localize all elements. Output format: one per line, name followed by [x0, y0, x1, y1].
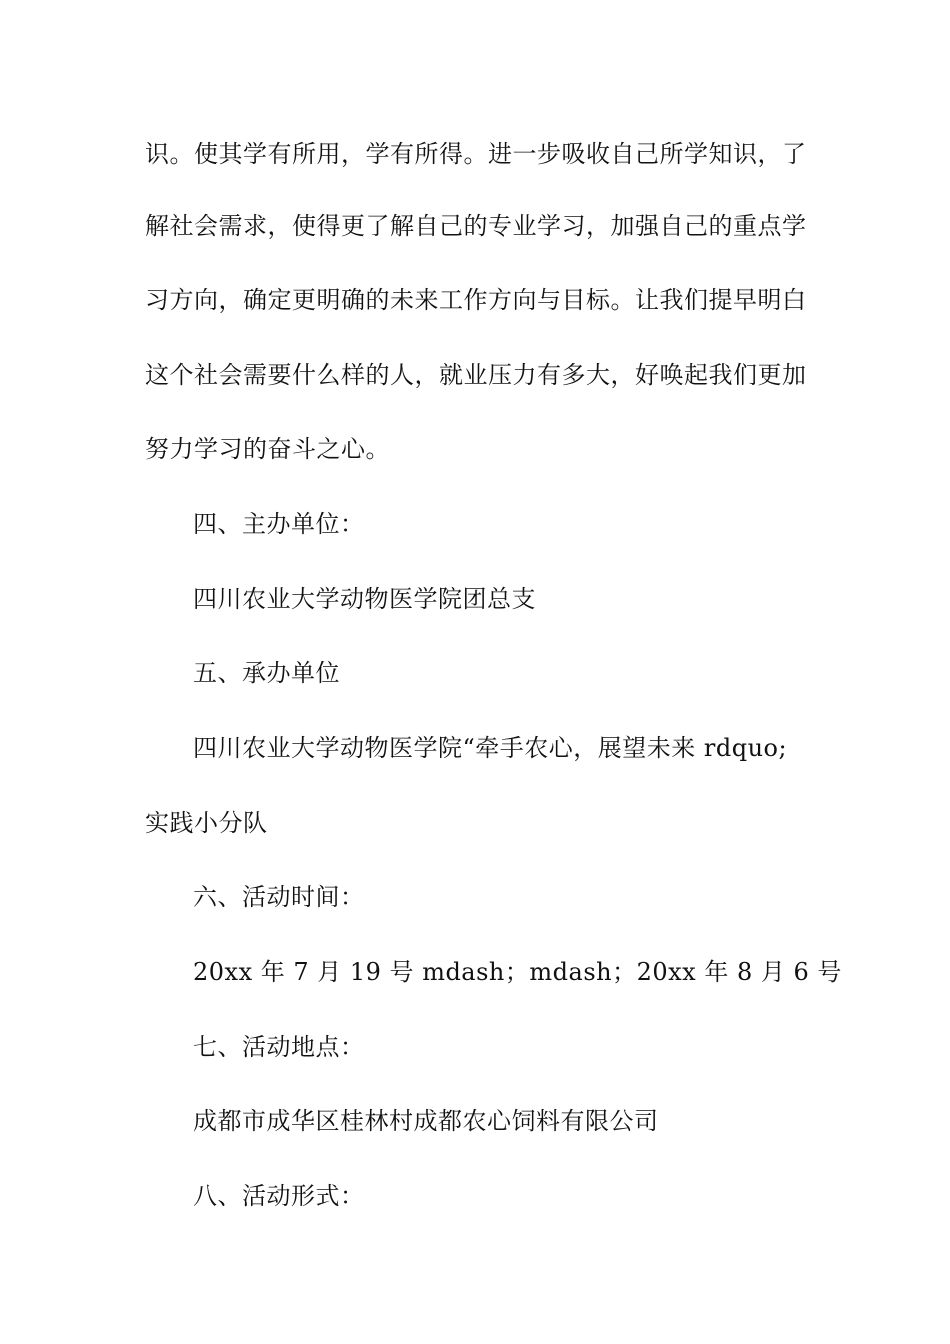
host-name-continuation: 实践小分队 — [145, 809, 268, 837]
section-heading-format: 八、活动形式： — [193, 1182, 365, 1210]
host-name-line: 四川农业大学动物医学院“牵手农心，展望未来 rdquo; — [193, 734, 788, 762]
section-heading-host: 五、承办单位 — [193, 659, 340, 687]
section-heading-location: 七、活动地点： — [193, 1033, 365, 1061]
section-heading-organizer: 四、主办单位： — [193, 510, 365, 538]
activity-location: 成都市成华区桂林村成都农心饲料有限公司 — [193, 1107, 659, 1135]
section-heading-time: 六、活动时间： — [193, 883, 365, 911]
paragraph-line: 努力学习的奋斗之心。 — [145, 435, 390, 463]
paragraph-line: 解社会需求，使得更了解自己的专业学习，加强自己的重点学 — [145, 212, 807, 240]
activity-time: 20xx 年 7 月 19 号 mdash；mdash；20xx 年 8 月 6 号 — [193, 958, 842, 986]
paragraph-line: 识。使其学有所用，学有所得。进一步吸收自己所学知识，了 — [145, 140, 807, 168]
paragraph-line: 这个社会需要什么样的人，就业压力有多大，好唤起我们更加 — [145, 361, 807, 389]
paragraph-line: 习方向，确定更明确的未来工作方向与目标。让我们提早明白 — [145, 286, 807, 314]
organizer-name: 四川农业大学动物医学院团总支 — [193, 585, 536, 613]
